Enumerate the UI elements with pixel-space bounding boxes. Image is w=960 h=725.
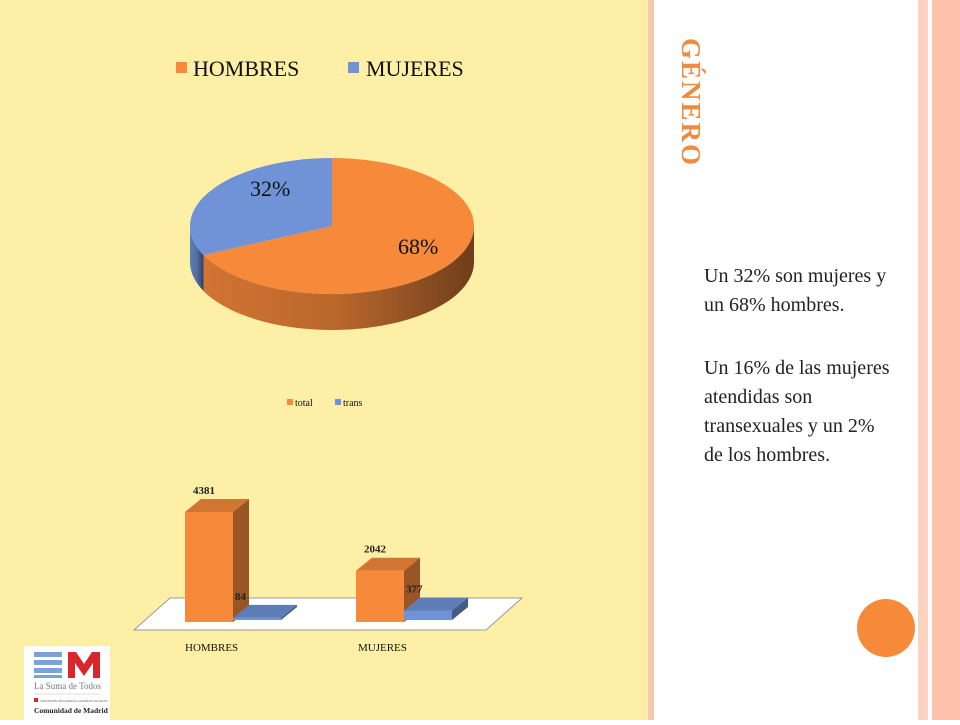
bar-trans-hombres <box>233 618 281 620</box>
logo-name: Comunidad de Madrid <box>34 706 108 715</box>
legend-label-trans: trans <box>343 398 363 409</box>
comunidad-de-madrid-logo <box>24 646 110 720</box>
x-tick-hombres: HOMBRES <box>185 642 239 654</box>
bar-trans-mujeres <box>404 611 452 620</box>
legend-label-mujeres: MUJERES <box>366 56 464 81</box>
madrid-logo-graphic <box>24 646 110 720</box>
bar-side-total-hombres <box>233 499 249 622</box>
legend-label-total: total <box>295 398 313 409</box>
pie-label-hombres: 68% <box>398 234 439 259</box>
legend-swatch-trans <box>335 399 341 405</box>
bar-value-label-trans-mujeres: 377 <box>406 583 423 596</box>
legend-swatch-hombres <box>176 62 187 73</box>
text-paragraph-1: Un 32% son mujeres y un 68% hombres. <box>704 265 887 316</box>
legend-swatch-total <box>287 399 293 405</box>
legend-label-hombres: HOMBRES <box>193 56 300 81</box>
bar-total-hombres <box>185 512 233 622</box>
bar-legend <box>287 398 363 409</box>
decorative-strip <box>918 0 928 720</box>
x-tick-mujeres: MUJERES <box>358 642 407 654</box>
pie-label-mujeres: 32% <box>250 176 291 201</box>
page-title: GÉNERO <box>676 38 706 168</box>
bar-value-label-total-mujeres: 2042 <box>364 543 386 556</box>
logo-department: CONSEJERÍA DE FAMILIA Y ASUNTOS SOCIALES <box>40 699 108 703</box>
decorative-strip-outer <box>932 0 960 720</box>
bar-total-mujeres <box>356 571 404 622</box>
bar-value-label-total-hombres: 4381 <box>193 485 215 497</box>
pie-legend <box>176 56 464 81</box>
bar-value-label-trans-hombres: 84 <box>235 590 246 603</box>
divider <box>648 0 654 720</box>
decorative-circle <box>857 599 915 657</box>
legend-swatch-mujeres <box>348 62 359 73</box>
pie-chart <box>0 0 648 360</box>
logo-tagline: La Suma de Todos <box>34 681 101 691</box>
text-paragraph-2: Un 16% de las mujeres atendidas son transexuales y un 2% de los hombres. <box>704 357 890 466</box>
